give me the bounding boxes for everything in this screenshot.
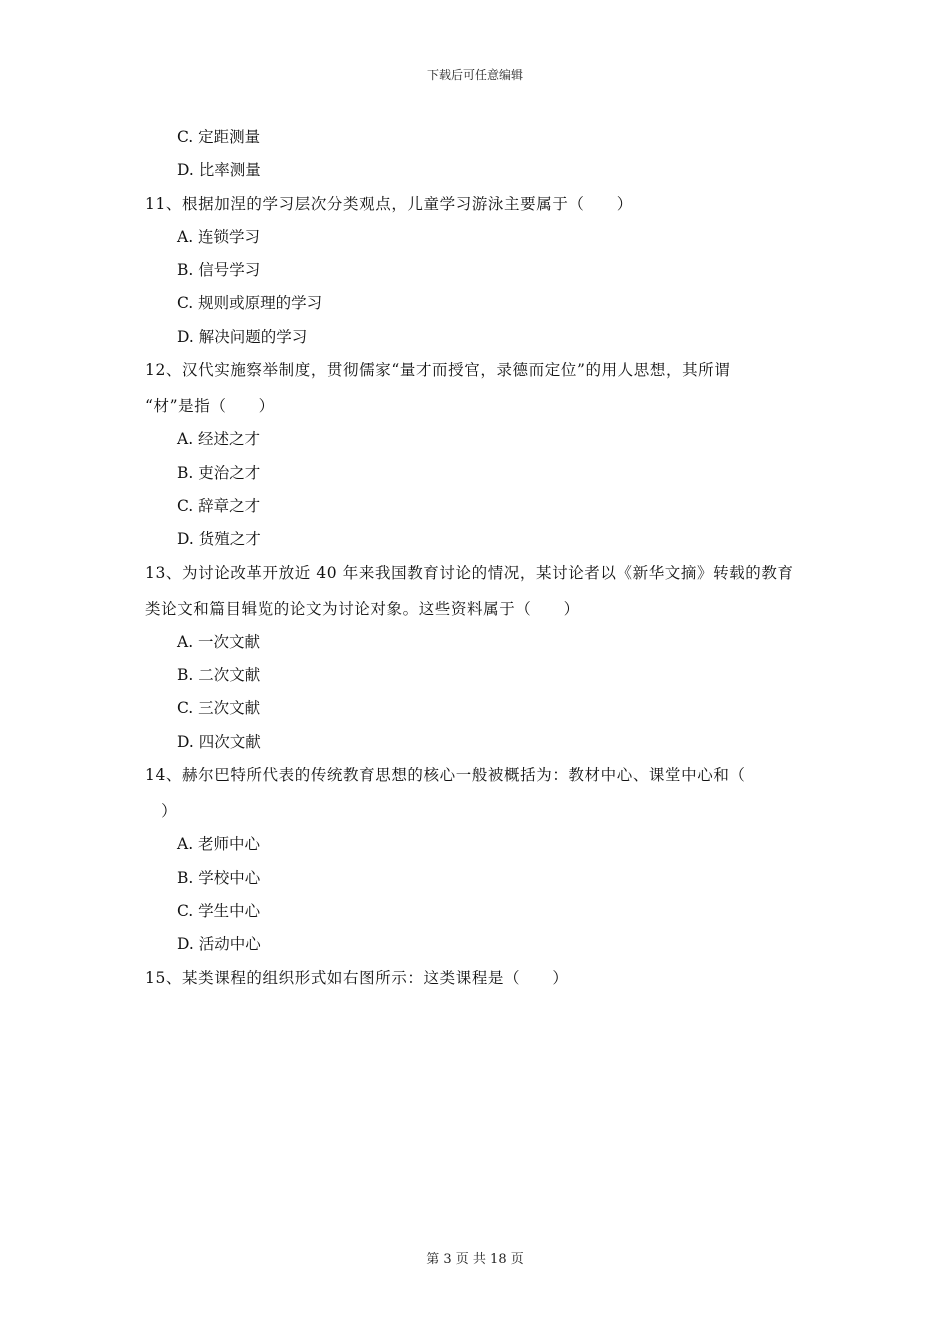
option-c: C. 辞章之才: [177, 496, 261, 515]
option-c: C. 定距测量: [177, 128, 261, 146]
option-d: D. 四次文献: [177, 732, 261, 751]
question-12: 12、汉代实施察举制度，贯彻儒家“量才而授官，录德而定位”的用人思想，其所谓: [145, 361, 731, 380]
option-c: C. 三次文献: [177, 699, 261, 718]
page-header: 下载后可任意编辑: [426, 68, 523, 82]
option-b: B. 二次文献: [177, 666, 261, 685]
question-14: 14、赫尔巴特所代表的传统教育思想的核心一般被概括为：教材中心、课堂中心和（: [145, 766, 746, 785]
option-a: A. 连锁学习: [177, 227, 261, 246]
question-13-cont: 类论文和篇目辑览的论文为讨论对象。这些资料属于（ ）: [145, 599, 580, 618]
question-15: 15、某类课程的组织形式如右图所示：这类课程是（ ）: [145, 968, 569, 987]
question-11: 11、根据加涅的学习层次分类观点，儿童学习游泳主要属于（ ）: [145, 194, 633, 213]
question-14-cont: ）: [145, 802, 178, 821]
option-b: B. 信号学习: [177, 261, 261, 280]
option-c: C. 规则或原理的学习: [177, 294, 323, 313]
option-d: D. 解决问题的学习: [177, 327, 308, 346]
page-footer: 第 3 页 共 18 页: [426, 1252, 524, 1267]
question-13: 13、为讨论改革开放近 40 年来我国教育讨论的情况，某讨论者以《新华文摘》转载的教育: [145, 563, 794, 582]
option-d: D. 活动中心: [177, 935, 261, 954]
option-c: C. 学生中心: [177, 901, 261, 920]
option-d: D. 货殖之才: [177, 530, 261, 549]
option-b: B. 吏治之才: [177, 463, 261, 482]
option-b: B. 学校中心: [177, 868, 261, 887]
option-d: D. 比率测量: [177, 161, 261, 180]
option-a: A. 老师中心: [177, 835, 261, 854]
option-a: A. 经述之才: [177, 430, 261, 449]
question-12-cont: “材”是指（ ）: [145, 397, 275, 416]
option-a: A. 一次文献: [177, 632, 261, 651]
document-body: [145, 126, 807, 1000]
